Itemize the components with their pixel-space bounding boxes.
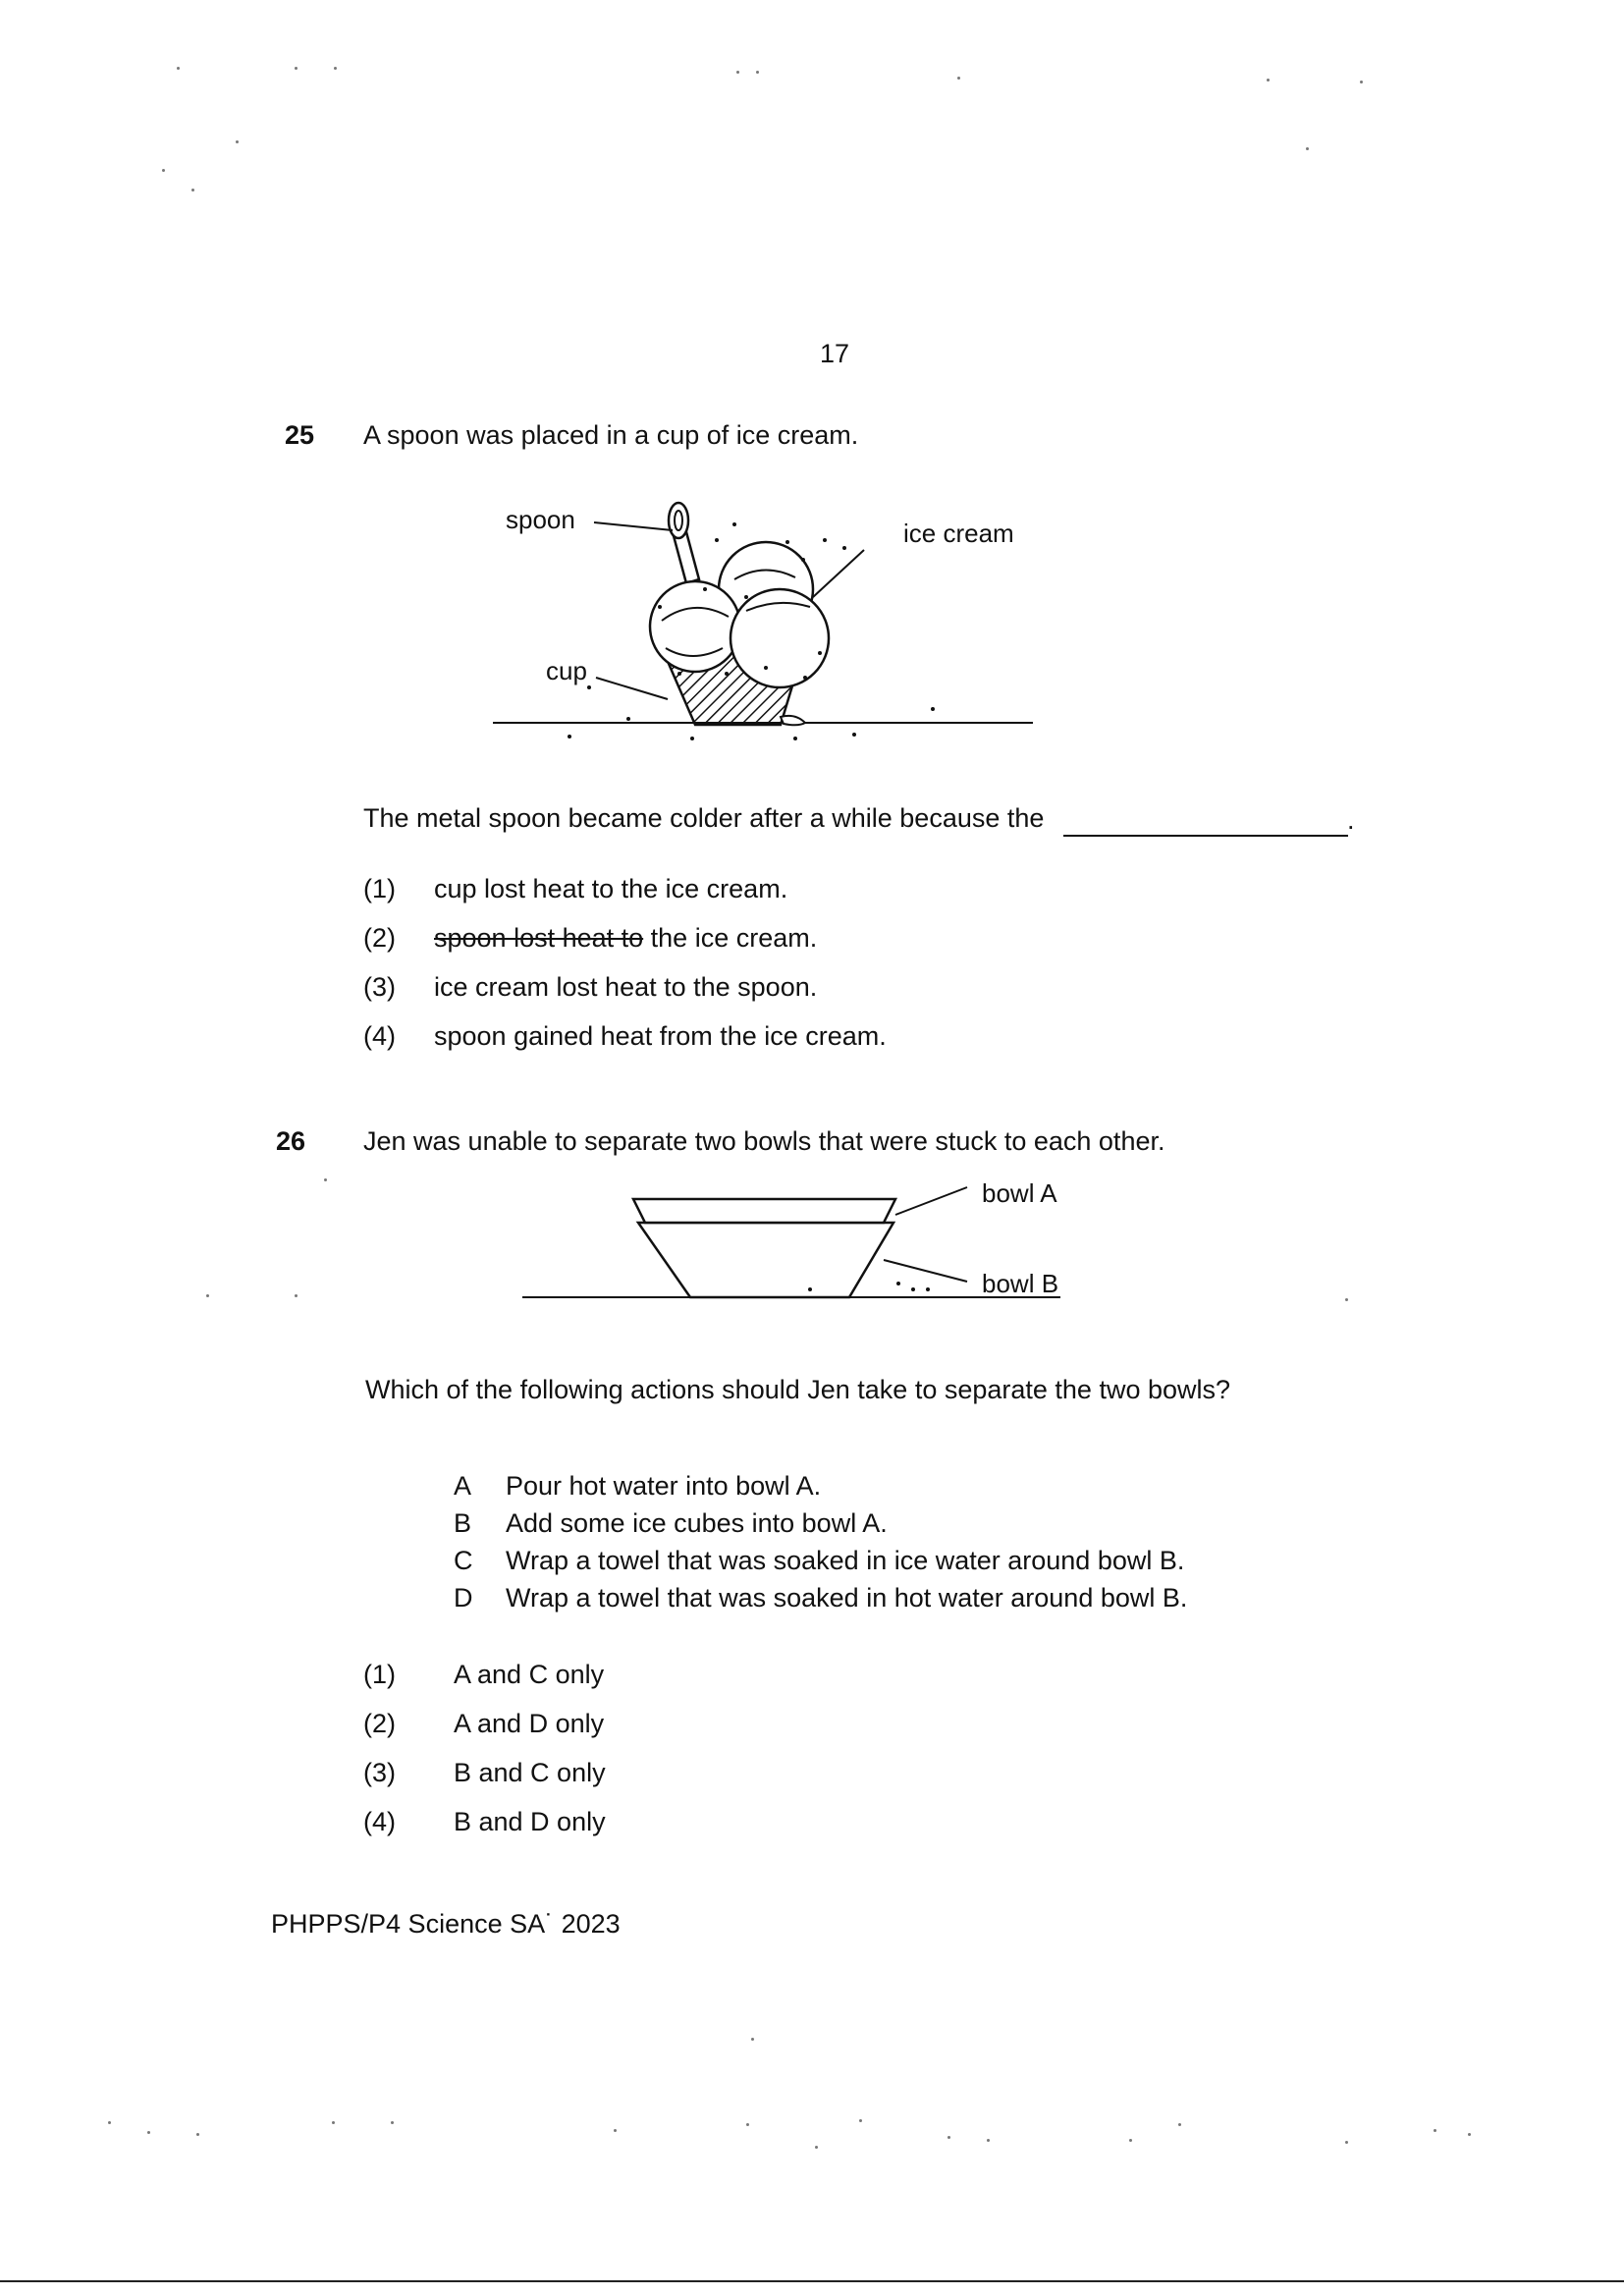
statement-key: A	[454, 1471, 472, 1501]
q25-option-text: cup lost heat to the ice cream.	[434, 874, 788, 903]
question-26-number: 26	[276, 1126, 306, 1156]
q25-option-text: ice cream lost heat to the spoon.	[434, 972, 818, 1002]
q25-option-key: (4)	[363, 1021, 396, 1051]
q26-option-key: (2)	[363, 1709, 396, 1738]
q26-option-key: (1)	[363, 1660, 396, 1689]
statement-text: Wrap a towel that was soaked in hot water around bowl B.	[506, 1583, 1188, 1613]
statement-key: C	[454, 1546, 473, 1575]
q26-option-text: A and D only	[454, 1709, 605, 1738]
question-26-stem: Jen was unable to separate two bowls that were stuck to each other.	[363, 1126, 1165, 1156]
bowl-a-leader-line	[895, 1187, 967, 1215]
cup-leader-line	[596, 678, 668, 699]
ice-cream-scoop-left	[650, 581, 740, 672]
ice-cream-drip	[781, 716, 805, 725]
statement-text: Pour hot water into bowl A.	[506, 1471, 822, 1501]
question-26-prompt: Which of the following actions should Jen take to separate the two bowls?	[365, 1375, 1231, 1404]
q26-option-text: B and D only	[454, 1807, 606, 1836]
question-25-stem: A spoon was placed in a cup of ice cream.	[363, 420, 859, 450]
q26-option-text: A and C only	[454, 1660, 605, 1689]
ice-cream-leader-line	[813, 550, 864, 597]
bowl-b-leader-line	[884, 1260, 967, 1282]
bowl-a-label: bowl A	[982, 1178, 1057, 1208]
statement-text: Wrap a towel that was soaked in ice water around bowl B.	[506, 1546, 1185, 1575]
bowl-b-shape	[638, 1223, 893, 1297]
page-number: 17	[820, 339, 850, 368]
ice-cream-scoop-right	[731, 589, 829, 687]
q25-option-text: spoon gained heat from the ice cream.	[434, 1021, 887, 1051]
q25-option-key: (2)	[363, 923, 396, 953]
q25-option-text	[434, 923, 817, 954]
spoon-label: spoon	[506, 505, 575, 534]
q26-option-key: (3)	[363, 1758, 396, 1787]
ice-cream-label: ice cream	[903, 519, 1014, 548]
question-25-number: 25	[285, 420, 315, 450]
blank-end-period: .	[1347, 805, 1355, 835]
statement-text: Add some ice cubes into bowl A.	[506, 1508, 888, 1538]
spoon-leader-line	[594, 522, 673, 530]
answer-blank	[1063, 835, 1348, 837]
q26-option-key: (4)	[363, 1807, 396, 1836]
option-text-rest: the ice cream.	[643, 923, 818, 953]
statement-key: D	[454, 1583, 473, 1613]
bowl-b-label: bowl B	[982, 1269, 1059, 1298]
struck-text: spoon lost heat to	[434, 923, 644, 953]
bowl-a-shape	[633, 1199, 895, 1223]
statement-key: B	[454, 1508, 472, 1538]
q25-option-key: (3)	[363, 972, 396, 1002]
cup-label: cup	[546, 656, 587, 685]
q26-option-text: B and C only	[454, 1758, 606, 1787]
spoon-head	[669, 503, 688, 538]
page-footer: PHPPS/P4 Science SA˙ 2023	[271, 1909, 621, 1939]
bottom-rule	[0, 2280, 1624, 2282]
q25-option-key: (1)	[363, 874, 396, 903]
question-25-prompt: The metal spoon became colder after a while because the	[363, 803, 1045, 833]
